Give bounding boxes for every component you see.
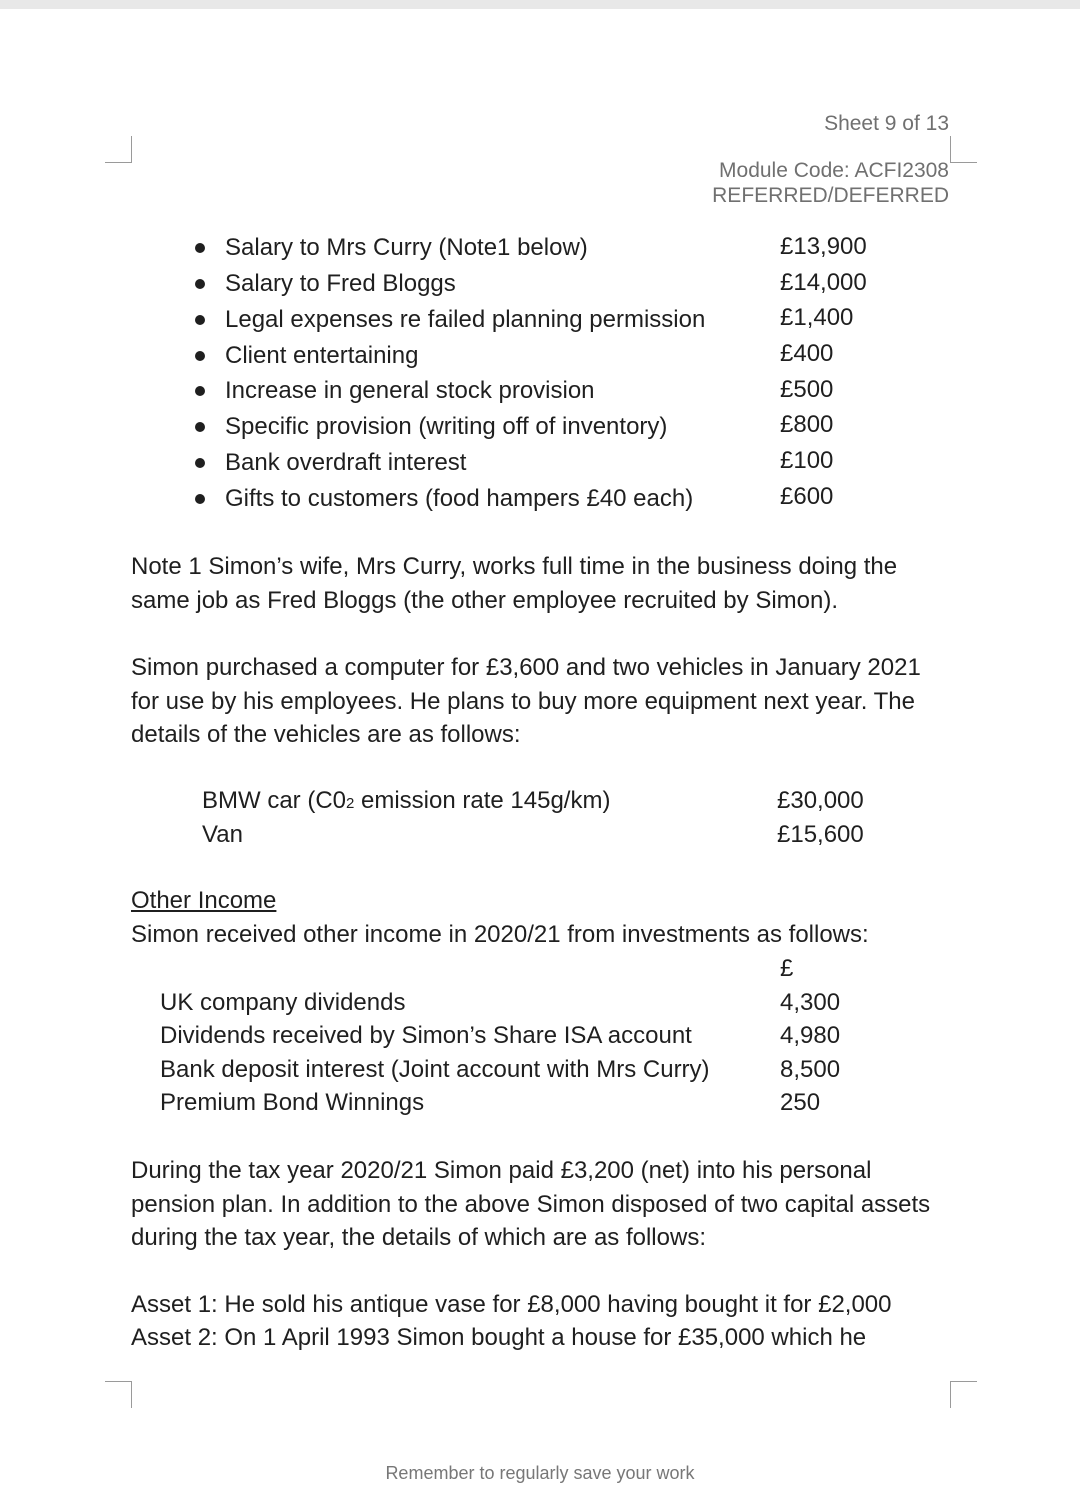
expense-amount: £14,000 xyxy=(780,269,867,296)
referred-deferred-label: REFERRED/DEFERRED xyxy=(712,184,949,207)
income-label: Premium Bond Winnings xyxy=(160,1089,425,1116)
expense-amount: £100 xyxy=(780,447,834,474)
vehicle-amount: £30,000 xyxy=(777,787,864,814)
asset-1-line: Asset 1: He sold his antique vase for £8,000 having bought it for £2,000 xyxy=(131,1291,892,1318)
income-amount: 250 xyxy=(780,1089,821,1116)
expense-label: Increase in general stock provision xyxy=(225,377,595,404)
expense-label: Salary to Fred Bloggs xyxy=(225,270,456,297)
expense-label: Bank overdraft interest xyxy=(225,449,467,476)
module-code: Module Code: ACFI2308 xyxy=(719,159,949,182)
purchase-paragraph: Simon purchased a computer for £3,600 and two vehicles in January 2021 for use by his employees. He plans to buy more equipment next year. The details of the vehicles are as follows: xyxy=(131,654,921,748)
expense-amount: £600 xyxy=(780,483,834,510)
expense-amount: £400 xyxy=(780,340,834,367)
bullet-icon xyxy=(195,386,205,396)
page-corner-mark-bottom-left xyxy=(105,1381,132,1408)
page-corner-mark-top-right xyxy=(950,136,977,163)
income-label: Dividends received by Simon’s Share ISA account xyxy=(160,1022,692,1049)
expense-label: Specific provision (writing off of inventory) xyxy=(225,413,668,440)
income-amount: 4,300 xyxy=(780,989,841,1016)
expense-amount: £1,400 xyxy=(780,304,854,331)
sheet-number: Sheet 9 of 13 xyxy=(824,112,949,135)
bullet-icon xyxy=(195,351,205,361)
bullet-icon xyxy=(195,458,205,468)
vehicle-label: Van xyxy=(202,821,243,848)
note-1-paragraph: Note 1 Simon’s wife, Mrs Curry, works full time in the business doing the same job as Fred Bloggs (the other employee recruited by Simon). xyxy=(131,553,898,614)
pension-paragraph: During the tax year 2020/21 Simon paid £3,200 (net) into his personal pension plan. In addition to the above Simon disposed of two capital assets during the tax year, the details of which are as follows: xyxy=(131,1157,931,1251)
bullet-icon xyxy=(195,315,205,325)
page-corner-mark-bottom-right xyxy=(950,1381,977,1408)
currency-column-header: £ xyxy=(780,955,794,982)
income-label: Bank deposit interest (Joint account with Mrs Curry) xyxy=(160,1056,710,1083)
bullet-icon xyxy=(195,279,205,289)
bullet-icon xyxy=(195,494,205,504)
vehicle-label: BMW car (C02 emission rate 145g/km) xyxy=(202,787,611,814)
income-amount: 4,980 xyxy=(780,1022,841,1049)
top-bar xyxy=(0,0,1080,9)
expense-label: Salary to Mrs Curry (Note1 below) xyxy=(225,234,588,261)
expense-amount: £500 xyxy=(780,376,834,403)
expense-label: Gifts to customers (food hampers £40 each) xyxy=(225,485,694,512)
bullet-icon xyxy=(195,243,205,253)
income-label: UK company dividends xyxy=(160,989,406,1016)
save-reminder: Remember to regularly save your work xyxy=(385,1463,695,1483)
asset-2-line: Asset 2: On 1 April 1993 Simon bought a house for £35,000 which he xyxy=(131,1324,867,1351)
expense-label: Legal expenses re failed planning permission xyxy=(225,306,706,333)
expense-amount: £800 xyxy=(780,411,834,438)
vehicle-amount: £15,600 xyxy=(777,821,864,848)
page-corner-mark-top-right-extension xyxy=(950,162,976,163)
income-amount: 8,500 xyxy=(780,1056,841,1083)
other-income-intro: Simon received other income in 2020/21 from investments as follows: xyxy=(131,921,869,948)
other-income-heading: Other Income xyxy=(131,887,277,914)
expense-label: Client entertaining xyxy=(225,342,419,369)
expense-amount: £13,900 xyxy=(780,233,867,260)
page-corner-mark-top-left xyxy=(105,136,132,163)
bullet-icon xyxy=(195,422,205,432)
